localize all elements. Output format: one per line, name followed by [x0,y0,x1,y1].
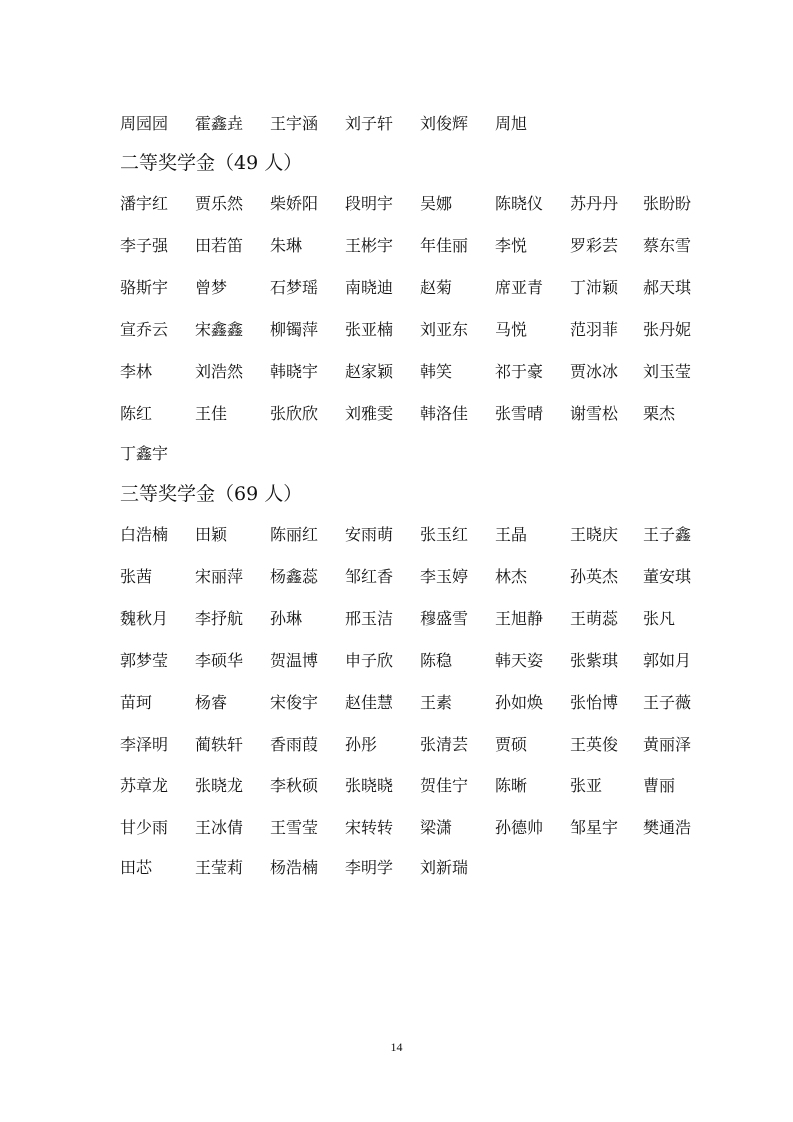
student-name: 董安琪 [643,567,692,586]
student-name: 王子薇 [643,693,692,712]
student-name: 张清芸 [420,735,469,754]
student-name: 陈晓仪 [495,194,544,213]
student-name: 宋俊宇 [270,693,319,712]
student-name: 朱琳 [270,236,303,255]
student-name: 宋转转 [345,818,394,837]
student-name: 赵家颖 [345,362,394,381]
student-name: 蔡东雪 [643,236,692,255]
student-name: 孙彤 [345,735,378,754]
student-name: 王素 [420,693,453,712]
name-row [120,690,740,716]
student-name: 邢玉洁 [345,609,394,628]
student-name: 陈稳 [420,651,453,670]
student-name: 段明宇 [345,194,394,213]
student-name: 张玉红 [420,525,469,544]
student-name: 陈丽红 [270,525,319,544]
name-row [120,648,740,674]
student-name: 樊通浩 [643,818,692,837]
student-name: 魏秋月 [120,609,169,628]
student-name: 王旭静 [495,609,544,628]
student-name: 王冰倩 [195,818,244,837]
student-name: 丁沛颖 [570,278,619,297]
student-name: 贾乐然 [195,194,244,213]
second-prize-heading: 二等奖学金（49 人） [120,152,303,174]
student-name: 李玉婷 [420,567,469,586]
student-name: 刘俊辉 [420,114,469,133]
student-name: 杨浩楠 [270,858,319,877]
student-name: 蔺轶轩 [195,735,244,754]
name-row [120,275,740,301]
student-name: 刘雅雯 [345,404,394,423]
student-name: 王萌蕊 [570,609,619,628]
third-prize-heading: 三等奖学金（69 人） [120,483,303,505]
student-name: 周园园 [120,114,169,133]
name-row [120,606,740,632]
student-name: 王晓庆 [570,525,619,544]
name-row [120,233,740,259]
student-name: 梁潇 [420,818,453,837]
student-name: 李子强 [120,236,169,255]
student-name: 林杰 [495,567,528,586]
student-name: 曹丽 [643,776,676,795]
student-name: 曾梦 [195,278,228,297]
student-name: 王晶 [495,525,528,544]
student-name: 甘少雨 [120,818,169,837]
name-row [120,522,740,548]
student-name: 田颖 [195,525,228,544]
student-name: 李秋硕 [270,776,319,795]
name-row [120,815,740,841]
name-row [120,564,740,590]
name-row [120,855,740,881]
student-name: 刘子轩 [345,114,394,133]
student-name: 宣乔云 [120,320,169,339]
page-number: 14 [390,1040,403,1054]
student-name: 宋丽萍 [195,567,244,586]
student-name: 白浩楠 [120,525,169,544]
student-name: 周旭 [495,114,528,133]
student-name: 李明学 [345,858,394,877]
student-name: 韩笑 [420,362,453,381]
student-name: 苏章龙 [120,776,169,795]
student-name: 刘玉莹 [643,362,692,381]
student-name: 孙琳 [270,609,303,628]
student-name: 石梦瑶 [270,278,319,297]
student-name: 年佳丽 [420,236,469,255]
student-name: 孙英杰 [570,567,619,586]
student-name: 王彬宇 [345,236,394,255]
student-name: 孙德帅 [495,818,544,837]
student-name: 栗杰 [643,404,676,423]
student-name: 郭梦莹 [120,651,169,670]
student-name: 范羽菲 [570,320,619,339]
student-name: 罗彩芸 [570,236,619,255]
student-name: 骆斯宇 [120,278,169,297]
student-name: 王佳 [195,404,228,423]
student-name: 李硕华 [195,651,244,670]
student-name: 韩洛佳 [420,404,469,423]
name-row [120,191,740,217]
student-name: 张晓龙 [195,776,244,795]
student-name: 田芯 [120,858,153,877]
student-name: 谢雪松 [570,404,619,423]
student-name: 张晓晓 [345,776,394,795]
student-name: 丁鑫宇 [120,444,169,463]
student-name: 孙如焕 [495,693,544,712]
student-name: 张丹妮 [643,320,692,339]
student-name: 张欣欣 [270,404,319,423]
student-name: 张雪晴 [495,404,544,423]
student-name: 刘亚东 [420,320,469,339]
student-name: 王雪莹 [270,818,319,837]
student-name: 贺佳宁 [420,776,469,795]
student-name: 贾冰冰 [570,362,619,381]
student-name: 郝天琪 [643,278,692,297]
student-name: 贾硕 [495,735,528,754]
student-name: 陈红 [120,404,153,423]
student-name: 苏丹丹 [570,194,619,213]
student-name: 吴娜 [420,194,453,213]
student-name: 安雨萌 [345,525,394,544]
student-name: 张凡 [643,609,676,628]
name-row [120,773,740,799]
student-name: 马悦 [495,320,528,339]
student-name: 杨鑫蕊 [270,567,319,586]
student-name: 刘新瑞 [420,858,469,877]
student-name: 穆盛雪 [420,609,469,628]
name-row [120,441,740,467]
student-name: 申子欣 [345,651,394,670]
student-name: 霍鑫垚 [195,114,244,133]
student-name: 王英俊 [570,735,619,754]
student-name: 柴娇阳 [270,194,319,213]
student-name: 赵佳慧 [345,693,394,712]
student-name: 王莹莉 [195,858,244,877]
student-name: 祁于豪 [495,362,544,381]
student-name: 田若笛 [195,236,244,255]
student-name: 刘浩然 [195,362,244,381]
student-name: 贺温博 [270,651,319,670]
student-name: 南晓迪 [345,278,394,297]
name-row [120,317,740,343]
student-name: 陈晰 [495,776,528,795]
student-name: 香雨葭 [270,735,319,754]
name-row [120,732,740,758]
student-name: 张盼盼 [643,194,692,213]
student-name: 张亚楠 [345,320,394,339]
student-name: 韩天姿 [495,651,544,670]
student-name: 席亚青 [495,278,544,297]
student-name: 潘宇红 [120,194,169,213]
student-name: 邹星宇 [570,818,619,837]
student-name: 宋鑫鑫 [195,320,244,339]
student-name: 张怡博 [570,693,619,712]
student-name: 赵菊 [420,278,453,297]
student-name: 张紫琪 [570,651,619,670]
student-name: 韩晓宇 [270,362,319,381]
student-name: 李抒航 [195,609,244,628]
student-name: 李泽明 [120,735,169,754]
student-name: 黄丽泽 [643,735,692,754]
name-row [120,359,740,385]
student-name: 张亚 [570,776,603,795]
student-name: 李林 [120,362,153,381]
student-name: 王宇涵 [270,114,319,133]
name-row [120,401,740,427]
student-name: 杨睿 [195,693,228,712]
student-name: 张茜 [120,567,153,586]
student-name: 郭如月 [643,651,692,670]
student-name: 邹红香 [345,567,394,586]
name-row-top [120,111,740,137]
student-name: 王子鑫 [643,525,692,544]
student-name: 柳镯萍 [270,320,319,339]
student-name: 苗珂 [120,693,153,712]
student-name: 李悦 [495,236,528,255]
